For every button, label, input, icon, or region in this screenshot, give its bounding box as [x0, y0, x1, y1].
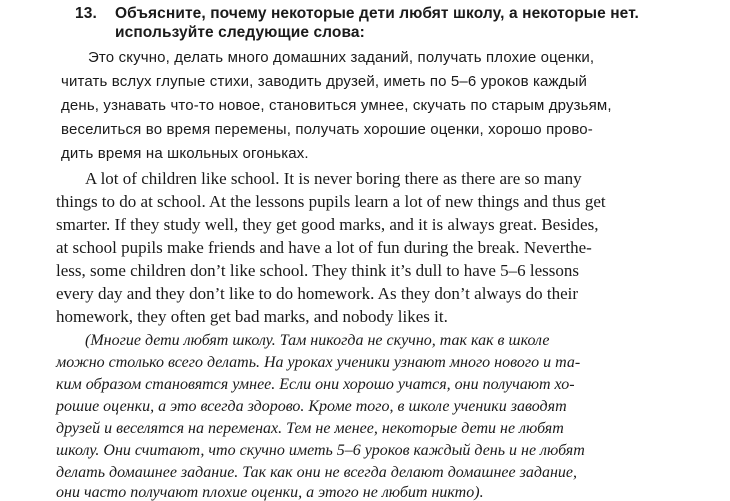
translation-line: ким образом становятся умнее. Если они хорошо учатся, они получают хо- [56, 376, 575, 393]
prompt-line: Это скучно, делать много домашних заданий, получать плохие оценки, [88, 49, 595, 66]
exercise-number: 13. [75, 5, 97, 22]
translation-line: школу. Они считают, что скучно иметь 5–6 уроков каждый день и не любят [56, 442, 585, 459]
translation-line: (Многие дети любят школу. Там никогда не скучно, так как в школе [85, 332, 550, 349]
translation-line: рошие оценки, а это всегда здорово. Кроме того, в школе ученики заводят [56, 398, 567, 415]
translation-line: друзей и веселятся на переменах. Тем не менее, некоторые дети не любят [56, 420, 564, 437]
prompt-line: читать вслух глупые стихи, заводить друзей, иметь по 5–6 уроков каждый [61, 73, 588, 90]
translation-line: можно столько всего делать. На уроках ученики узнают много нового и та- [56, 354, 581, 371]
answer-line: homework, they often get bad marks, and nobody likes it. [56, 307, 448, 326]
answer-line: at school pupils make friends and have a lot of fun during the break. Neverthe- [56, 238, 592, 257]
answer-line: A lot of children like school. It is never boring there as there are so many [85, 169, 582, 188]
prompt-line: день, узнавать что-то новое, становиться умнее, скучать по старым друзьям, [61, 97, 612, 114]
prompt-line: дить время на школьных огоньках. [61, 145, 309, 162]
exercise-title-line-2: используйте следующие слова: [115, 24, 365, 41]
translation-line: делать домашнее задание. Так как они не всегда делают домашнее задание, [56, 464, 577, 481]
answer-line: smarter. If they study well, they get good marks, and it is always great. Besides, [56, 215, 599, 234]
exercise-title-text: Объясните, почему некоторые дети любят школу, а некоторые нет. [115, 5, 639, 22]
prompt-line: веселиться во время перемены, получать хорошие оценки, хорошо прово- [61, 121, 593, 138]
answer-line: things to do at school. At the lessons pupils learn a lot of new things and thus get [56, 192, 606, 211]
translation-line: они часто получают плохие оценки, а этого не любит никто). [56, 484, 484, 501]
answer-line: every day and they don’t like to do homework. As they don’t always do their [56, 284, 579, 303]
answer-line: less, some children don’t like school. They think it’s dull to have 5–6 lessons [56, 261, 580, 280]
